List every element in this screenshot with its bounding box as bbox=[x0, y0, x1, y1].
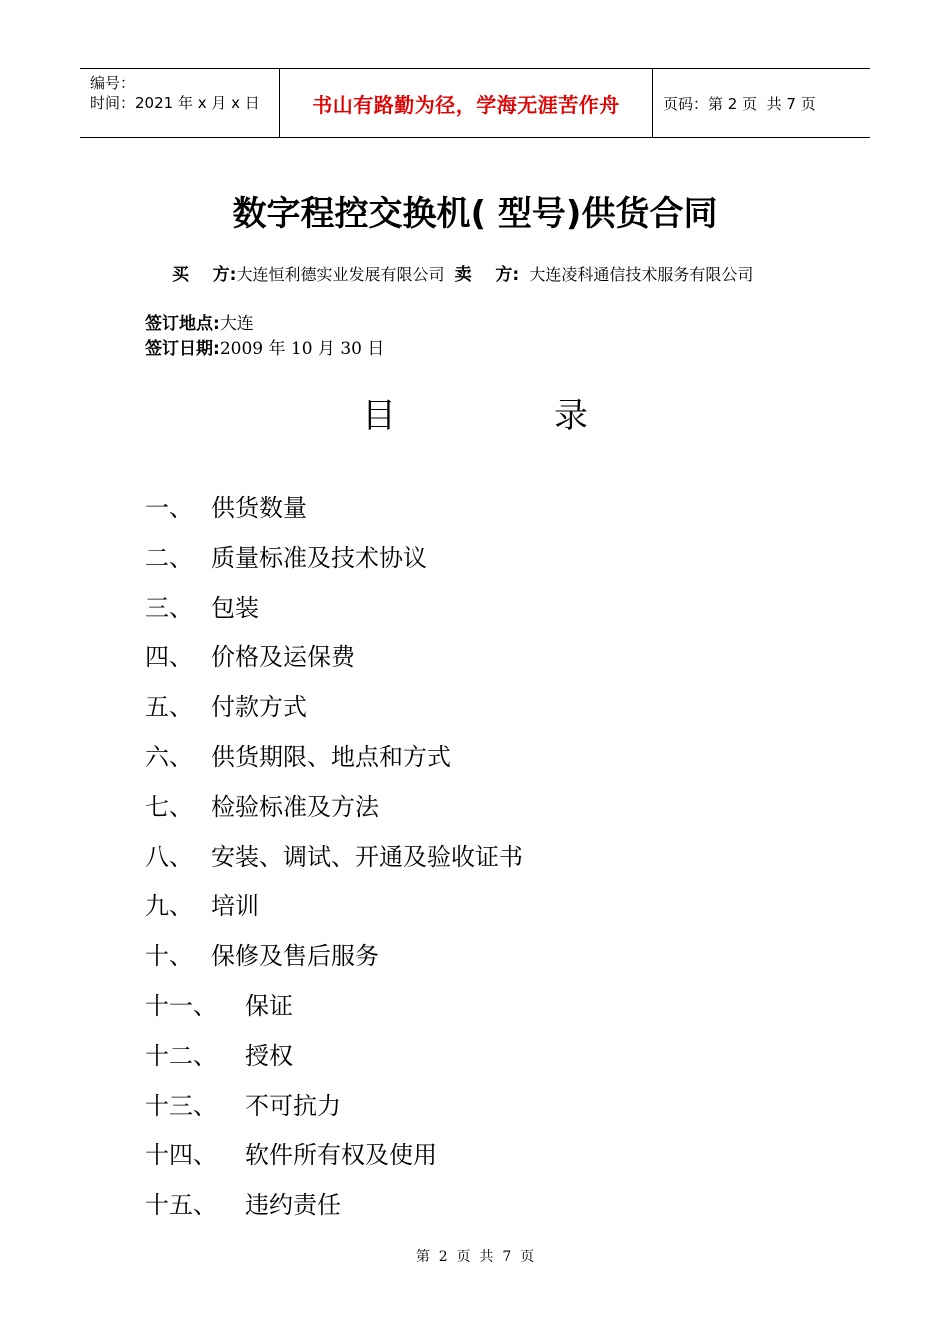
toc-item bbox=[145, 538, 427, 588]
place-label: 签订地点: bbox=[145, 314, 220, 334]
header-motto: 书山有路勤为径，学海无涯苦作舟 bbox=[280, 69, 653, 137]
toc-item bbox=[145, 687, 307, 737]
toc-item-number: 三、 bbox=[145, 593, 193, 622]
toc-item-label: 保证 bbox=[245, 991, 293, 1020]
toc-item-label: 检验标准及方法 bbox=[211, 792, 379, 821]
toc-item bbox=[145, 1036, 293, 1086]
toc-item-label: 培训 bbox=[211, 892, 259, 921]
toc-item-number: 九、 bbox=[145, 892, 193, 921]
toc-item-label: 供货数量 bbox=[211, 494, 307, 522]
place-value: 大连 bbox=[219, 314, 254, 334]
toc-item-label: 软件所有权及使用 bbox=[245, 1141, 437, 1170]
seller-label: 卖 方: bbox=[454, 265, 520, 285]
toc-item-label: 不可抗力 bbox=[245, 1091, 341, 1120]
date-label: 签订日期: bbox=[145, 339, 220, 359]
toc-item bbox=[145, 886, 259, 936]
toc-item-number: 二、 bbox=[145, 543, 193, 572]
toc-item-label: 违约责任 bbox=[245, 1191, 341, 1220]
date-value: 2009 年 10 月 30 日 bbox=[219, 339, 385, 359]
page-label: 页码：第 2 页 共 7 页 bbox=[663, 94, 816, 113]
signing-place bbox=[145, 309, 254, 334]
signing-date bbox=[145, 334, 384, 359]
toc-heading-left: 目 bbox=[362, 396, 396, 436]
buyer-label: 买 方: bbox=[172, 265, 237, 285]
parties-line bbox=[172, 260, 753, 285]
toc-item-number: 八、 bbox=[145, 842, 193, 871]
buyer-name: 大连恒利德实业发展有限公司 bbox=[236, 265, 445, 284]
toc-item bbox=[145, 787, 379, 837]
toc-item-number: 十三、 bbox=[145, 1091, 217, 1120]
seller-name: 大连凌科通信技术服务有限公司 bbox=[529, 265, 754, 284]
toc-item-label: 授权 bbox=[245, 1041, 293, 1070]
page-header bbox=[80, 68, 870, 138]
toc-item bbox=[145, 488, 307, 538]
toc-item-label: 保修及售后服务 bbox=[211, 942, 379, 971]
page-footer: 第 2 页 共 7 页 bbox=[415, 1249, 535, 1265]
toc-item bbox=[145, 1185, 341, 1235]
toc-item bbox=[145, 637, 355, 687]
toc-item bbox=[145, 837, 523, 887]
header-meta bbox=[80, 69, 280, 137]
time-label: 时间：2021 年 x 月 x 日 bbox=[90, 94, 260, 112]
toc-item bbox=[145, 936, 379, 986]
toc-item-number: 十二、 bbox=[145, 1041, 217, 1070]
toc-item-label: 包装 bbox=[211, 593, 259, 622]
toc-item-number: 七、 bbox=[145, 792, 193, 821]
toc-item-label: 价格及运保费 bbox=[211, 643, 355, 672]
toc-heading-right: 录 bbox=[554, 396, 588, 436]
table-of-contents bbox=[145, 488, 523, 1235]
toc-item-number: 十一、 bbox=[145, 991, 217, 1020]
toc-item bbox=[145, 1086, 341, 1136]
toc-item-label: 付款方式 bbox=[211, 693, 307, 722]
number-label: 编号： bbox=[90, 74, 136, 92]
toc-item bbox=[145, 737, 451, 787]
toc-item-label: 安装、调试、开通及验收证书 bbox=[211, 842, 523, 871]
toc-item-number: 五、 bbox=[145, 693, 193, 722]
toc-item-number: 十四、 bbox=[145, 1141, 217, 1170]
toc-item-number: 十五、 bbox=[145, 1191, 217, 1220]
toc-item-label: 质量标准及技术协议 bbox=[211, 543, 427, 572]
toc-item-number: 四、 bbox=[145, 643, 193, 672]
toc-item bbox=[145, 588, 259, 638]
document-title: 数字程控交换机( 型号)供货合同 bbox=[232, 194, 718, 234]
toc-item-number: 一、 bbox=[145, 494, 193, 522]
toc-item-label: 供货期限、地点和方式 bbox=[211, 742, 451, 771]
toc-item-number: 十、 bbox=[145, 942, 193, 971]
toc-item bbox=[145, 986, 293, 1036]
toc-item-number: 六、 bbox=[145, 742, 193, 771]
toc-item bbox=[145, 1135, 437, 1185]
header-page bbox=[653, 69, 870, 137]
